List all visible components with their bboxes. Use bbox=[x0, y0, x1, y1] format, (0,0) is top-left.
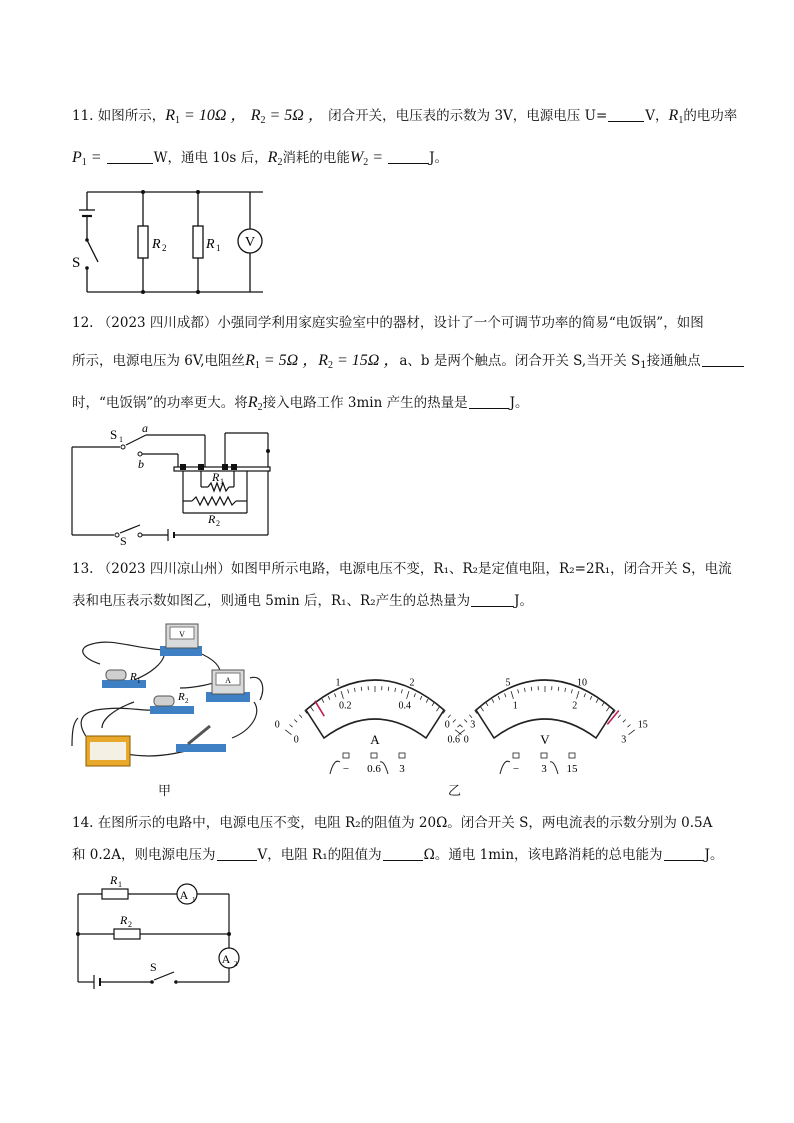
voltmeter-bottom-label: 2 bbox=[572, 700, 578, 712]
voltmeter-tick bbox=[469, 715, 472, 718]
ammeter-terminal-label: 3 bbox=[399, 763, 405, 775]
voltmeter-tick bbox=[627, 725, 630, 728]
svg-text:2: 2 bbox=[185, 697, 189, 705]
ammeter-terminal[interactable] bbox=[371, 753, 377, 758]
svg-text:2: 2 bbox=[162, 243, 167, 253]
answer-blank-source-voltage[interactable] bbox=[217, 846, 257, 861]
answer-blank-heat[interactable] bbox=[469, 394, 509, 409]
switch-label: S bbox=[72, 255, 81, 271]
answer-blank-voltage[interactable] bbox=[608, 107, 644, 122]
svg-text:1: 1 bbox=[216, 243, 221, 253]
q13-ammeter-dial bbox=[274, 650, 476, 780]
svg-text:S: S bbox=[110, 427, 118, 442]
voltmeter-bottom-label: 3 bbox=[621, 734, 627, 746]
ammeter-top-label: 2 bbox=[409, 677, 415, 689]
svg-text:1: 1 bbox=[119, 435, 123, 444]
svg-text:R: R bbox=[130, 671, 137, 683]
q12-line2: 所示，电源电压为 6V,电阻丝$R_1 = 5\Omega$ ，$R_2 = 15\Omega$ ，a、b 是两个触点。闭合开关 S,当开关 $S_1$接通触点 bbox=[72, 351, 745, 376]
answer-blank-total-heat[interactable] bbox=[471, 592, 513, 607]
voltmeter-top-label: 10 bbox=[576, 677, 587, 689]
ammeter-a1-icon: A bbox=[179, 888, 189, 902]
voltmeter-tick bbox=[464, 719, 467, 722]
voltmeter-terminal-label: − bbox=[512, 763, 520, 775]
ammeter-tick bbox=[448, 715, 451, 718]
q12-line1: 12. （2023 四川成都）小强同学利用家庭实验室中的器材，设计了一个可调节功率的简易“电饭锅”，如图 bbox=[72, 315, 704, 331]
ammeter-terminal[interactable] bbox=[399, 753, 405, 758]
svg-text:1: 1 bbox=[192, 896, 196, 904]
voltmeter-unit: V bbox=[540, 732, 550, 747]
svg-text:R: R bbox=[110, 873, 118, 887]
figure-label-jia: 甲 bbox=[158, 784, 172, 799]
voltmeter-top-label: 5 bbox=[505, 677, 511, 689]
voltmeter-terminal[interactable] bbox=[541, 753, 547, 758]
ammeter-bottom-label: 0.2 bbox=[338, 700, 352, 712]
voltmeter-bottom-label: 0 bbox=[463, 734, 469, 746]
q14-circuit-diagram bbox=[74, 868, 254, 988]
voltmeter-tick bbox=[460, 725, 463, 728]
answer-blank-contact[interactable] bbox=[702, 352, 744, 367]
voltmeter-terminal[interactable] bbox=[513, 753, 519, 758]
power-supply-device bbox=[86, 736, 130, 766]
svg-text:R: R bbox=[212, 470, 220, 484]
answer-blank-r1[interactable] bbox=[383, 846, 423, 861]
ammeter-bottom-label: 0.4 bbox=[398, 700, 412, 712]
resistor-r2-device bbox=[150, 691, 194, 714]
q12-circuit-diagram bbox=[70, 421, 280, 548]
svg-text:R: R bbox=[120, 913, 128, 927]
svg-text:2: 2 bbox=[216, 519, 220, 528]
voltmeter-wire bbox=[500, 761, 510, 774]
q14-line1: 14. 在图所示的电路中，电源电压不变，电阻 R₂的阻值为 20Ω。闭合开关 S，两电流表的示数分别为 0.5A bbox=[72, 815, 713, 831]
svg-text:1: 1 bbox=[220, 477, 224, 486]
svg-text:b: b bbox=[138, 457, 144, 471]
voltmeter-device bbox=[160, 624, 202, 656]
q11-line1: 11. 如图所示，$R_1 = 10\Omega$ ， $R_2 = 5\Omega$ ， 闭合开关，电压表的示数为 3V，电源电压 U= V，$R_1$的电功率 bbox=[72, 107, 738, 126]
ammeter-bottom-label: 0 bbox=[293, 734, 299, 746]
ammeter-top-label: 0 bbox=[274, 719, 280, 731]
ammeter-wire bbox=[330, 761, 340, 774]
q12-line3: 时，“电饭锅”的功率更大。将$R_2$接入电路工作 3min 产生的热量是 J。 bbox=[72, 394, 529, 413]
ammeter-bottom-label: 0.6 bbox=[447, 734, 461, 746]
ammeter-device bbox=[206, 670, 250, 702]
q13-apparatus-illustration bbox=[72, 618, 272, 778]
svg-text:a: a bbox=[142, 421, 148, 435]
voltmeter-top-label: 0 bbox=[444, 719, 450, 731]
answer-blank-energy[interactable] bbox=[388, 149, 428, 164]
figure-label-yi: 乙 bbox=[448, 784, 462, 799]
svg-text:S: S bbox=[120, 534, 127, 548]
ammeter-terminal-label: 0.6 bbox=[367, 763, 381, 775]
ammeter-tick bbox=[294, 719, 297, 722]
q11-line2: $P_1 = W$，通电 10s 后，$R_2$消耗的电能$W_2 = J$。 bbox=[72, 149, 448, 168]
svg-text:1: 1 bbox=[137, 677, 141, 685]
svg-text:2: 2 bbox=[128, 920, 132, 929]
ammeter-wire bbox=[380, 762, 388, 774]
ammeter-top-label: 1 bbox=[335, 677, 341, 689]
voltmeter-terminal-label: 3 bbox=[541, 763, 547, 775]
ammeter-unit: A bbox=[370, 732, 380, 747]
ammeter-tick bbox=[290, 725, 293, 728]
q13-line1: 13. （2023 四川凉山州）如图甲所示电路，电源电压不变，R₁、R₂是定值电阻，R₂=2R₁，闭合开关 S，电流 bbox=[72, 561, 732, 577]
r2-symbol: $R_2$ bbox=[250, 107, 266, 126]
answer-blank-total-energy[interactable] bbox=[664, 846, 704, 861]
voltmeter-tick bbox=[629, 730, 635, 735]
r1-label: R bbox=[206, 237, 215, 252]
svg-text:S: S bbox=[150, 960, 157, 974]
answer-blank-power[interactable] bbox=[107, 149, 153, 164]
ammeter-tick bbox=[285, 730, 291, 735]
ammeter-terminal[interactable] bbox=[343, 753, 349, 758]
svg-text:A: A bbox=[225, 676, 231, 685]
svg-text:R: R bbox=[178, 691, 185, 703]
r2-label: R bbox=[152, 237, 161, 252]
ammeter-terminal-label: − bbox=[342, 763, 350, 775]
resistor-r1-device bbox=[102, 670, 146, 688]
svg-text:2: 2 bbox=[234, 960, 238, 968]
svg-text:R: R bbox=[208, 512, 216, 526]
q13-line2: 表和电压表示数如图乙，则通电 5min 后，R₁、R₂产生的总热量为 J。 bbox=[72, 593, 534, 609]
voltmeter-bottom-label: 1 bbox=[512, 700, 518, 712]
r1-symbol: $R_1$ bbox=[165, 107, 181, 126]
q11-circuit-diagram bbox=[70, 188, 270, 298]
voltmeter-tick bbox=[618, 715, 621, 718]
q14-line2: 和 0.2A，则电源电压为 V，电阻 R₁的阻值为 Ω。通电 1min，该电路消耗的总电能为 J。 bbox=[72, 847, 724, 863]
ammeter-tick bbox=[453, 719, 456, 722]
svg-text:1: 1 bbox=[118, 880, 122, 889]
ammeter-tick bbox=[299, 715, 302, 718]
voltmeter-top-label: 15 bbox=[637, 719, 648, 731]
voltmeter-tick bbox=[623, 719, 626, 722]
ammeter-top-label: 3 bbox=[470, 719, 476, 731]
svg-text:V: V bbox=[179, 630, 185, 639]
voltmeter-terminal-label: 15 bbox=[566, 763, 578, 775]
voltmeter-wire bbox=[550, 762, 558, 774]
voltmeter-icon: V bbox=[244, 235, 256, 250]
switch-device bbox=[176, 726, 226, 752]
voltmeter-terminal[interactable] bbox=[569, 753, 575, 758]
ammeter-a2-icon: A bbox=[221, 952, 231, 966]
